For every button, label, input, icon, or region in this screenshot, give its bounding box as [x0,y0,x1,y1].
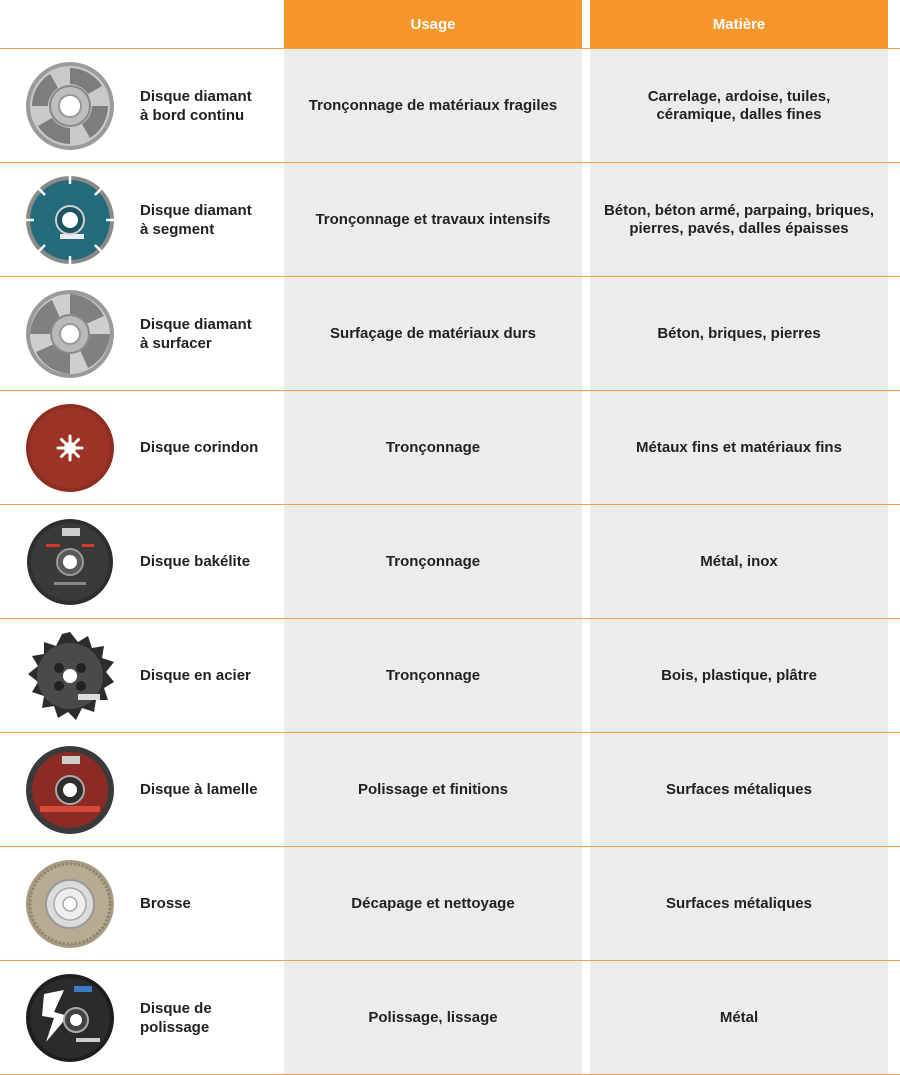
usage-cell: Polissage, lissage [284,961,582,1074]
usage-cell: Tronçonnage de matériaux fragiles [284,49,582,162]
diamond-continuous-disc-icon [0,49,140,162]
matiere-cell: Métaux fins et matériaux fins [590,391,888,504]
usage-cell: Polissage et finitions [284,733,582,846]
usage-cell: Tronçonnage [284,505,582,618]
disc-name: Disque bakélite [140,553,251,570]
header-matiere: Matière [590,0,888,48]
table-row [0,162,900,276]
disc-name: Disque diamant à segment [140,201,252,238]
table-row [0,276,900,390]
matiere-cell: Métal [590,961,888,1074]
disc-name: Disque à lamelle [140,781,258,798]
matiere-cell: Béton, briques, pierres [590,277,888,390]
matiere-cell: Surfaces métaliques [590,733,888,846]
usage-cell: Tronçonnage [284,619,582,732]
diamond-surfacing-disc-icon [0,277,140,390]
matiere-cell: Surfaces métaliques [590,847,888,960]
disc-name: Disque corindon [140,439,259,456]
disc-name: Brosse [140,895,191,912]
wire-brush-icon [0,847,140,960]
header-blank [0,0,284,48]
bakelite-disc-icon [0,505,140,618]
diamond-segment-disc-icon [0,163,140,276]
table-row [0,960,900,1075]
disc-name: Disque de polissage [140,999,212,1036]
flap-disc-icon [0,733,140,846]
steel-saw-disc-icon [0,619,140,732]
header-usage: Usage [284,0,582,48]
polishing-disc-icon [0,961,140,1074]
usage-cell: Tronçonnage et travaux intensifs [284,163,582,276]
table-row [0,390,900,504]
matiere-cell: Métal, inox [590,505,888,618]
table-row [0,504,900,618]
matiere-cell: Bois, plastique, plâtre [590,619,888,732]
usage-cell: Surfaçage de matériaux durs [284,277,582,390]
table-row [0,48,900,162]
matiere-cell: Carrelage, ardoise, tuiles, céramique, dalles fines [590,49,888,162]
matiere-cell: Béton, béton armé, parpaing, briques, pierres, pavés, dalles épaisses [590,163,888,276]
table-row [0,732,900,846]
usage-cell: Décapage et nettoyage [284,847,582,960]
disc-name: Disque diamant à bord continu [140,87,252,124]
corundum-disc-icon [0,391,140,504]
usage-cell: Tronçonnage [284,391,582,504]
table-header [0,0,900,48]
disc-name: Disque en acier [140,667,251,684]
table-row [0,618,900,732]
disc-name: Disque diamant à surfacer [140,315,252,352]
table-row [0,846,900,960]
